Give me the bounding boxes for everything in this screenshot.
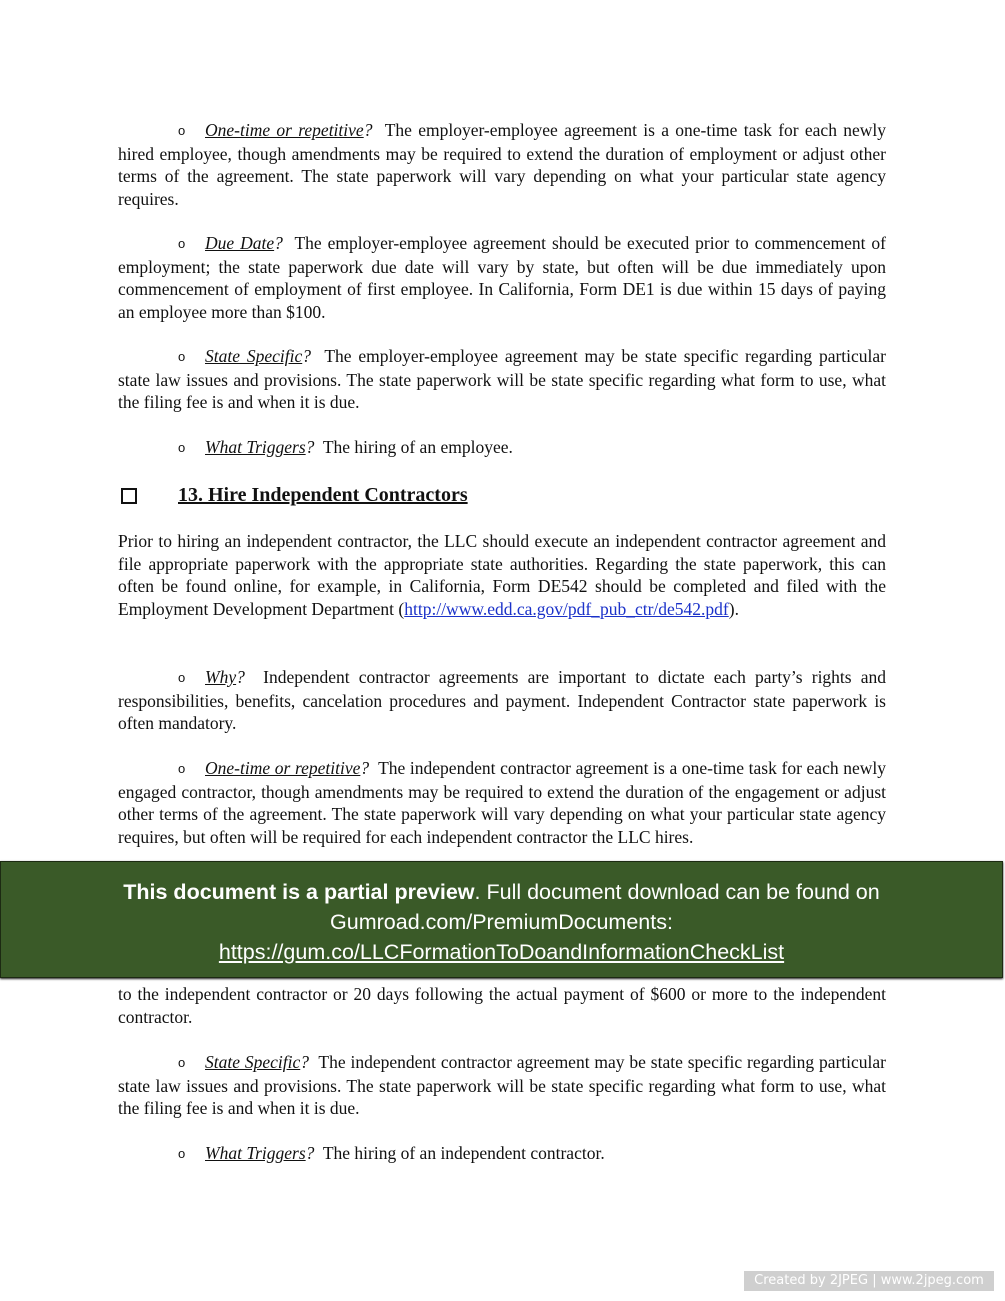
bullet-icon: o [178,761,186,776]
item-label: One-time or repetitive [205,120,364,140]
bullet-icon: o [178,670,186,685]
preview-banner [0,861,1003,978]
item-text: The independent contractor agreement may be state specific regarding particular state law issues and provisions. The state paperwork will be state specific regarding what form to use, what the filing fee is and when it is due. [118,1052,886,1119]
checkbox-icon[interactable] [121,488,137,504]
item-text: The independent contractor agreement is a one-time task for each newly engaged contractor, though amendments may be required to extend the duration of the engagement or adjust other terms of the agreement. The state paperwork will vary depending on what your particular state agency requires, but often will be required for each independent contractor the LLC hires. [118,758,886,847]
bullet-icon: o [178,236,186,251]
section-title: 13. Hire Independent Contractors [178,484,468,506]
item-label: What Triggers [205,1143,306,1163]
bullet-icon: o [178,440,186,455]
gumroad-download-link[interactable]: https://gum.co/LLCFormationToDoandInformationCheckList [218,940,785,964]
item-text: The employer-employee agreement is a one-time task for each newly hired employee, though amendments may be required to extend the duration of employment or adjust other terms of the agreement. The state paperwork will vary depending on what your particular state agency requires. [118,120,886,209]
item-label: Why [205,667,237,687]
watermark: Created by 2JPEG | www.2jpeg.com [744,1271,994,1291]
item-text: to the independent contractor or 20 days following the actual payment of $600 or more to the independent contractor. [118,984,886,1027]
item-label: What Triggers [205,437,306,457]
banner-text: . Full document download can be found on Gumroad.com/PremiumDocuments: [330,880,880,934]
item-text: Independent contractor agreements are important to dictate each party’s rights and responsibilities, benefits, cancelation procedures and payment. Independent Contractor state paperwork is often mandatory. [118,667,886,734]
paragraph-employee-triggers: o What Triggers? The hiring of an employee. [118,436,886,460]
item-label: State Specific [205,1052,301,1072]
paragraph-contractor-due-date-partial [118,983,886,1028]
paragraph-contractor-triggers: o What Triggers? The hiring of an independent contractor. [118,1142,886,1166]
item-text: The hiring of an independent contractor. [322,1143,605,1163]
item-text: The employer-employee agreement should be executed prior to commencement of employment; the state paperwork due date will vary by state, but often will be due immediately upon commencement of employment of first employee. In California, Form DE1 is due within 15 days of paying an employee more than $100. [118,233,886,322]
paragraph-contractor-state-specific: o State Specific? The independent contractor agreement may be state specific regarding particular state law issues and provisions. The state paperwork will be state specific regarding what form to use, what the filing fee is and when it is due. [118,1052,886,1119]
paragraph-employee-state-specific: o State Specific? The employer-employee agreement may be state specific regarding particular state law issues and provisions. The state paperwork will be state specific regarding what form to use, what the filing fee is and when it is due. [118,346,886,413]
bullet-icon: o [178,349,186,364]
edd-form-link[interactable]: http://www.edd.ca.gov/pdf_pub_ctr/de542.pdf [404,598,729,619]
bullet-icon: o [178,1055,186,1070]
item-text: The employer-employee agreement may be state specific regarding particular state law issues and provisions. The state paperwork will be state specific regarding what form to use, what the filing fee is and when it is due. [118,346,886,413]
item-label: One-time or repetitive [205,758,361,778]
item-label: Due Date [205,233,275,253]
paragraph-contractor-intro: Prior to hiring an independent contractor, the LLC should execute an independent contractor agreement and file appropriate paperwork with the appropriate state authorities. Regarding the state paperwork, this can often be found online, for example, in California, Form DE542 should be completed and filed with the Employment Development Department (http://www.edd.ca.gov/pdf_pub_ctr/de542.pdf). [118,531,886,619]
bullet-icon: o [178,1146,186,1161]
paragraph-contractor-why: o Why? Independent contractor agreements are important to dictate each party’s rights and responsibilities, benefits, cancelation procedures and payment. Independent Contractor state paperwork is often mandatory. [118,667,886,734]
item-text: The hiring of an employee. [322,437,513,457]
banner-bold-text: This document is a partial preview [123,880,475,904]
paragraph-employee-due-date: o Due Date? The employer-employee agreement should be executed prior to commencement of employment; the state paperwork due date will vary by state, but often will be due immediately upon commencement of employment of first employee. In California, Form DE1 is due within 15 days of paying an employee more than $100. [118,233,886,322]
paragraph-contractor-one-time: o One-time or repetitive? The independent contractor agreement is a one-time task for each newly engaged contractor, though amendments may be required to extend the duration of the engagement or adjust other terms of the agreement. The state paperwork will vary depending on what your particular state agency requires, but often will be required for each independent contractor the LLC hires. [118,758,886,847]
item-label: State Specific [205,346,303,366]
paragraph-employee-one-time: o One-time or repetitive? The employer-employee agreement is a one-time task for each newly hired employee, though amendments may be required to extend the duration of employment or adjust other terms of the agreement. The state paperwork will vary depending on what your particular state agency requires. [118,120,886,209]
bullet-icon: o [178,123,186,138]
